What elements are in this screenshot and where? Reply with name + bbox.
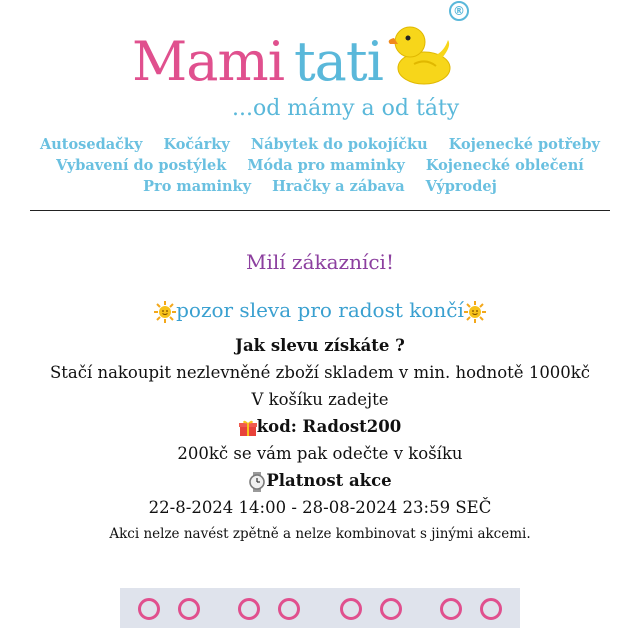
- countdown-digit: [138, 598, 160, 620]
- promo-title: [0, 294, 640, 326]
- nav-link-nabytek[interactable]: Nábytek do pokojíčku: [250, 136, 428, 153]
- nav-row-3: [0, 176, 640, 197]
- greeting-heading: Milí zákazníci!: [246, 250, 394, 274]
- how-to-get-heading: Jak slevu získáte ?: [235, 336, 405, 355]
- discount-text: 200kč se vám pak odečte v košíku: [177, 444, 463, 463]
- sun-icon: [464, 301, 486, 323]
- countdown-digit: [178, 598, 200, 620]
- logo-wordmark: [132, 32, 383, 92]
- promo-code-text: kod: Radost200: [256, 417, 402, 436]
- countdown-timer: [120, 588, 520, 628]
- countdown-digit: [278, 598, 300, 620]
- registered-mark: ®: [449, 1, 469, 21]
- nav-link-kojenecke-potreby[interactable]: Kojenecké potřeby: [448, 136, 600, 153]
- logo-word-tati: tati: [293, 30, 383, 93]
- countdown-digit: [440, 598, 462, 620]
- nav-link-vybaveni-postylek[interactable]: Vybavení do postýlek: [56, 157, 227, 174]
- nav-link-autosedacky[interactable]: Autosedačky: [40, 136, 143, 153]
- gift-icon: [239, 419, 257, 437]
- min-order-text: Stačí nakoupit nezlevněné zboží skladem v min. hodnotě 1000kč: [49, 363, 591, 382]
- header-divider: [30, 210, 610, 211]
- nav-link-kojenecke-obleceni[interactable]: Kojenecké oblečení: [425, 157, 584, 174]
- nav-row-1: [0, 134, 640, 155]
- nav-link-moda-pro-maminky[interactable]: Móda pro maminky: [247, 157, 405, 174]
- duck-icon: [384, 16, 454, 86]
- sun-icon: [154, 301, 176, 323]
- promo-title-text: pozor sleva pro radost končí: [176, 298, 464, 322]
- site-logo[interactable]: [0, 0, 640, 130]
- promo-code: [0, 413, 640, 440]
- nav-row-2: [0, 155, 640, 176]
- countdown-digit: [238, 598, 260, 620]
- countdown-digit: [480, 598, 502, 620]
- promo-details: [0, 332, 640, 545]
- nav-link-kocarky[interactable]: Kočárky: [163, 136, 230, 153]
- main-navigation: [0, 134, 640, 197]
- disclaimer-text: Akci nelze navést zpětně a nelze kombinovat s jinými akcemi.: [109, 526, 531, 542]
- nav-link-vyprodej[interactable]: Výprodej: [425, 178, 497, 195]
- logo-word-mami: Mami: [132, 30, 284, 93]
- validity-dates: 22-8-2024 14:00 - 28-08-2024 23:59 SEČ: [148, 498, 492, 517]
- nav-link-hracky-zabava[interactable]: Hračky a zábava: [272, 178, 405, 195]
- nav-link-pro-maminky[interactable]: Pro maminky: [143, 178, 252, 195]
- logo-tagline: ...od mámy a od táty: [232, 96, 460, 121]
- promo-content: [0, 244, 640, 545]
- validity-heading: [0, 467, 640, 494]
- countdown-digit: [380, 598, 402, 620]
- enter-code-text: V košíku zadejte: [251, 390, 389, 409]
- countdown-digit: [340, 598, 362, 620]
- watch-icon: [248, 472, 266, 492]
- validity-heading-text: Platnost akce: [266, 471, 392, 490]
